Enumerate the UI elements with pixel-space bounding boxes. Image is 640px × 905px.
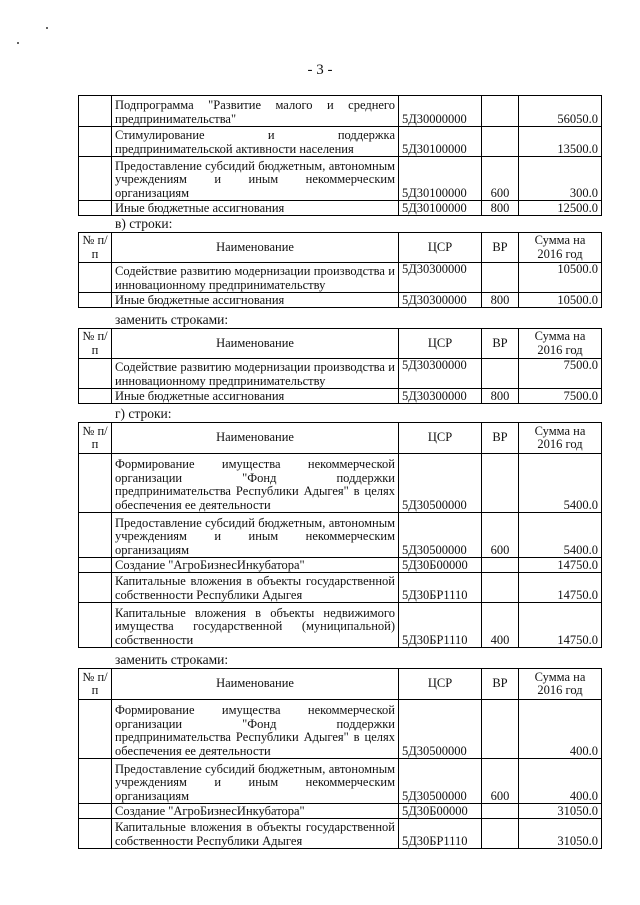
table-v-replace	[78, 328, 602, 404]
header-name: Наименование	[112, 233, 399, 263]
row-name: Формирование имущества некоммерческой организации "Фонд поддержки предпринимательства Республики Адыгея" в целях обеспечения ее деятельности	[112, 454, 399, 513]
row-code: 5Д30500000	[399, 454, 482, 513]
table-row	[79, 96, 602, 127]
row-name: Предоставление субсидий бюджетным, автономным учреждениям и иным некоммерческим организациям	[112, 513, 399, 558]
table-g-replace	[78, 668, 602, 849]
scan-speck	[46, 27, 48, 29]
row-vr: 400	[482, 603, 519, 648]
table-row	[79, 558, 602, 573]
row-sum: 400.0	[519, 700, 602, 759]
header-num: № п/п	[79, 329, 112, 359]
row-sum: 14750.0	[519, 603, 602, 648]
table-v-rows	[78, 232, 602, 308]
row-sum: 14750.0	[519, 558, 602, 573]
header-code: ЦСР	[399, 329, 482, 359]
row-name: Иные бюджетные ассигнования	[112, 201, 399, 216]
header-sum: Сумма на 2016 год	[519, 423, 602, 454]
row-code: 5Д30Б00000	[399, 804, 482, 819]
row-sum: 10500.0	[519, 263, 602, 293]
header-vr: ВР	[482, 329, 519, 359]
table-row	[79, 263, 602, 293]
table-row	[79, 804, 602, 819]
row-name: Создание "АгроБизнесИнкубатора"	[112, 804, 399, 819]
row-name: Создание "АгроБизнесИнкубатора"	[112, 558, 399, 573]
row-code: 5Д30000000	[399, 96, 482, 127]
row-code: 5Д30БР1110	[399, 819, 482, 849]
table-header-row	[79, 329, 602, 359]
header-name: Наименование	[112, 329, 399, 359]
row-vr: 600	[482, 157, 519, 201]
row-code: 5Д30300000	[399, 263, 482, 293]
table-row	[79, 603, 602, 648]
row-vr	[482, 700, 519, 759]
row-sum: 400.0	[519, 759, 602, 804]
row-vr	[482, 558, 519, 573]
row-name: Капитальные вложения в объекты государственной собственности Республики Адыгея	[112, 573, 399, 603]
row-vr	[482, 127, 519, 157]
row-vr: 800	[482, 293, 519, 308]
row-sum: 300.0	[519, 157, 602, 201]
section-label-replace-2: заменить строками:	[115, 652, 229, 667]
row-sum: 31050.0	[519, 819, 602, 849]
table-row	[79, 454, 602, 513]
table-g-rows	[78, 422, 602, 648]
row-code: 5Д30300000	[399, 359, 482, 389]
row-name: Содействие развитию модернизации производства и инновационному предпринимательству	[112, 359, 399, 389]
table-row	[79, 127, 602, 157]
table-row	[79, 359, 602, 389]
row-vr	[482, 263, 519, 293]
table-continuation	[78, 95, 602, 216]
header-code: ЦСР	[399, 423, 482, 454]
row-name: Содействие развитию модернизации производства и инновационному предпринимательству	[112, 263, 399, 293]
row-vr: 800	[482, 389, 519, 404]
row-name: Капитальные вложения в объекты недвижимого имущества государственной (муниципальной) собственности	[112, 603, 399, 648]
row-sum: 12500.0	[519, 201, 602, 216]
row-sum: 5400.0	[519, 454, 602, 513]
row-sum: 10500.0	[519, 293, 602, 308]
row-sum: 7500.0	[519, 389, 602, 404]
row-code: 5Д30300000	[399, 293, 482, 308]
row-code: 5Д30100000	[399, 127, 482, 157]
row-vr	[482, 573, 519, 603]
row-name: Иные бюджетные ассигнования	[112, 293, 399, 308]
header-code: ЦСР	[399, 233, 482, 263]
header-sum: Сумма на 2016 год	[519, 233, 602, 263]
row-vr: 800	[482, 201, 519, 216]
header-num: № п/п	[79, 423, 112, 454]
table-header-row	[79, 423, 602, 454]
row-sum: 31050.0	[519, 804, 602, 819]
table-row	[79, 513, 602, 558]
row-code: 5Д30100000	[399, 157, 482, 201]
row-code: 5Д30Б00000	[399, 558, 482, 573]
row-name: Предоставление субсидий бюджетным, автономным учреждениям и иным некоммерческим организациям	[112, 157, 399, 201]
header-vr: ВР	[482, 669, 519, 700]
row-vr	[482, 454, 519, 513]
row-vr	[482, 96, 519, 127]
row-vr	[482, 359, 519, 389]
row-code: 5Д30300000	[399, 389, 482, 404]
header-code: ЦСР	[399, 669, 482, 700]
table-header-row	[79, 233, 602, 263]
header-sum: Сумма на 2016 год	[519, 669, 602, 700]
row-code: 5Д30500000	[399, 759, 482, 804]
row-sum: 14750.0	[519, 573, 602, 603]
row-sum: 13500.0	[519, 127, 602, 157]
row-code: 5Д30100000	[399, 201, 482, 216]
header-vr: ВР	[482, 233, 519, 263]
section-label-v: в) строки:	[115, 216, 173, 231]
section-label-g: г) строки:	[115, 406, 172, 421]
row-vr	[482, 819, 519, 849]
table-row	[79, 389, 602, 404]
row-name: Иные бюджетные ассигнования	[112, 389, 399, 404]
row-name: Формирование имущества некоммерческой организации "Фонд поддержки предпринимательства Республики Адыгея" в целях обеспечения ее деятельности	[112, 700, 399, 759]
table-row	[79, 201, 602, 216]
table-header-row	[79, 669, 602, 700]
row-vr	[482, 804, 519, 819]
table-row	[79, 293, 602, 308]
header-name: Наименование	[112, 423, 399, 454]
header-num: № п/п	[79, 233, 112, 263]
header-vr: ВР	[482, 423, 519, 454]
section-label-replace-1: заменить строками:	[115, 312, 229, 327]
table-row	[79, 759, 602, 804]
row-code: 5Д30БР1110	[399, 603, 482, 648]
row-name: Стимулирование и поддержка предпринимательской активности населения	[112, 127, 399, 157]
row-vr: 600	[482, 759, 519, 804]
row-code: 5Д30500000	[399, 700, 482, 759]
table-row	[79, 819, 602, 849]
row-sum: 7500.0	[519, 359, 602, 389]
scan-speck	[17, 42, 19, 44]
header-name: Наименование	[112, 669, 399, 700]
row-vr: 600	[482, 513, 519, 558]
row-name: Подпрограмма "Развитие малого и среднего предпринимательства"	[112, 96, 399, 127]
row-sum: 56050.0	[519, 96, 602, 127]
row-name: Предоставление субсидий бюджетным, автономным учреждениям и иным некоммерческим организациям	[112, 759, 399, 804]
row-sum: 5400.0	[519, 513, 602, 558]
row-name: Капитальные вложения в объекты государственной собственности Республики Адыгея	[112, 819, 399, 849]
row-code: 5Д30500000	[399, 513, 482, 558]
page-number: - 3 -	[307, 62, 333, 78]
table-row	[79, 573, 602, 603]
table-row	[79, 700, 602, 759]
header-sum: Сумма на 2016 год	[519, 329, 602, 359]
row-code: 5Д30БР1110	[399, 573, 482, 603]
header-num: № п/п	[79, 669, 112, 700]
table-row	[79, 157, 602, 201]
